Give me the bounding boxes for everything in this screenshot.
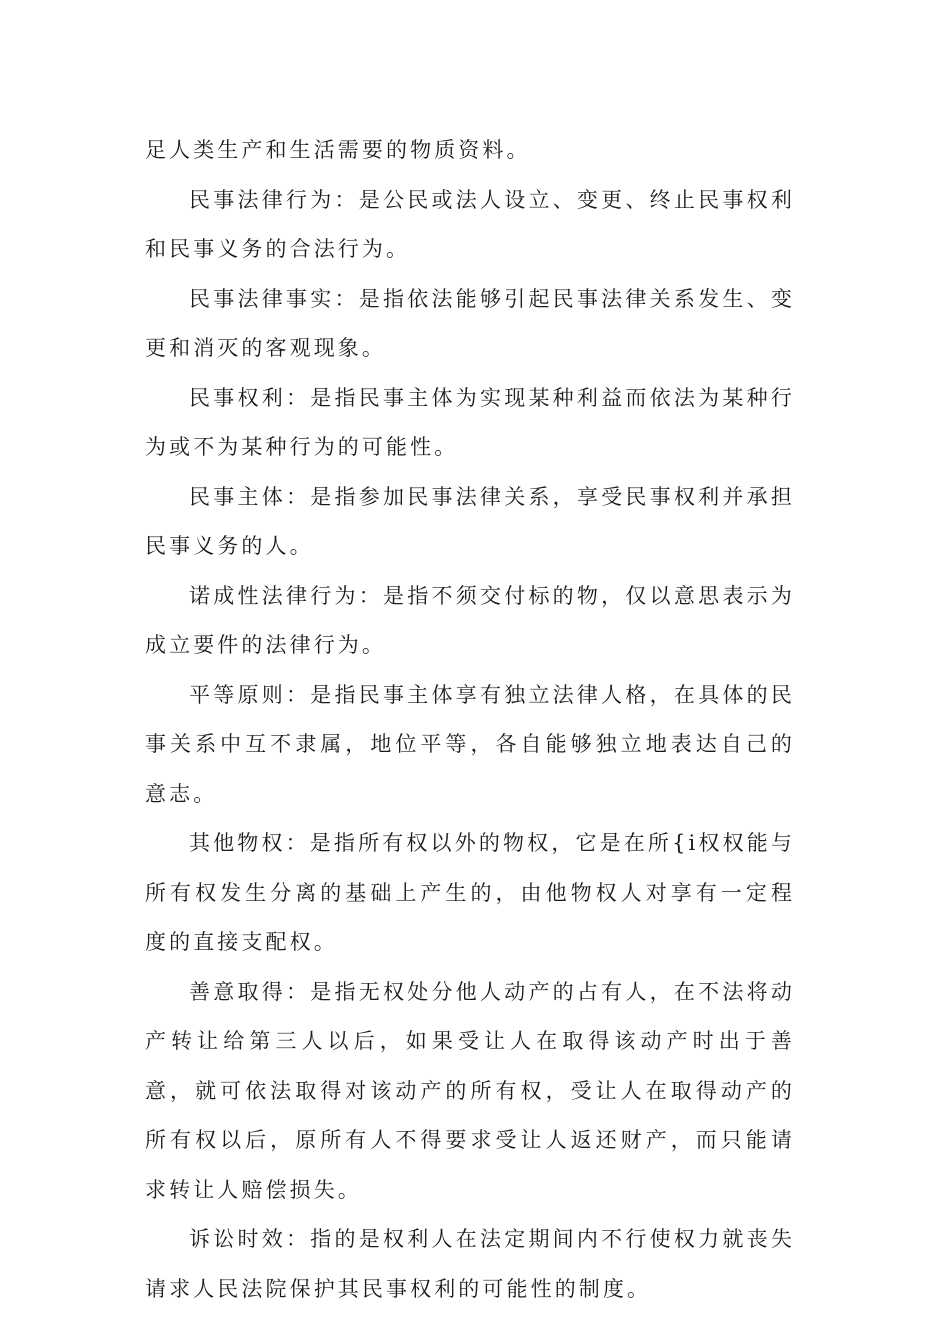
paragraph-good-faith-acquisition: 善意取得：是指无权处分他人动产的占有人，在不法将动产转让给第三人以后，如果受让人在取得该动产时出于善意，就可依法取得对该动产的所有权，受让人在取得动产的所有权以后，原所有人不得要求受让人返还财产，而只能请求转让人赔偿损失。 [145,979,795,1202]
document-body [145,126,795,1314]
paragraph-limitation-of-action: 诉讼时效：指的是权利人在法定期间内不行使权力就丧失请求人民法院保护其民事权利的可能性的制度。 [145,1227,795,1301]
paragraph-other-real-rights: 其他物权：是指所有权以外的物权，它是在所{i权权能与所有权发生分离的基础上产生的，由他物权人对享有一定程度的直接支配权。 [145,831,795,954]
paragraph-consensual-act: 诺成性法律行为：是指不须交付标的物，仅以意思表示为成立要件的法律行为。 [145,583,795,657]
paragraph-civil-subject: 民事主体：是指参加民事法律关系，享受民事权利并承担民事义务的人。 [145,484,795,558]
paragraph-civil-right: 民事权利：是指民事主体为实现某种利益而依法为某种行为或不为某种行为的可能性。 [145,385,795,459]
paragraph-equality-principle: 平等原则：是指民事主体享有独立法律人格，在具体的民事关系中互不隶属，地位平等，各自能够独立地表达自己的意志。 [145,682,795,806]
paragraph-civil-legal-fact: 民事法律事实：是指依法能够引起民事法律关系发生、变更和消灭的客观现象。 [145,286,795,360]
paragraph-civil-juristic-act: 民事法律行为：是公民或法人设立、变更、终止民事权利和民事义务的合法行为。 [145,187,795,261]
paragraph-continuation: 足人类生产和生活需要的物质资料。 [145,138,531,162]
